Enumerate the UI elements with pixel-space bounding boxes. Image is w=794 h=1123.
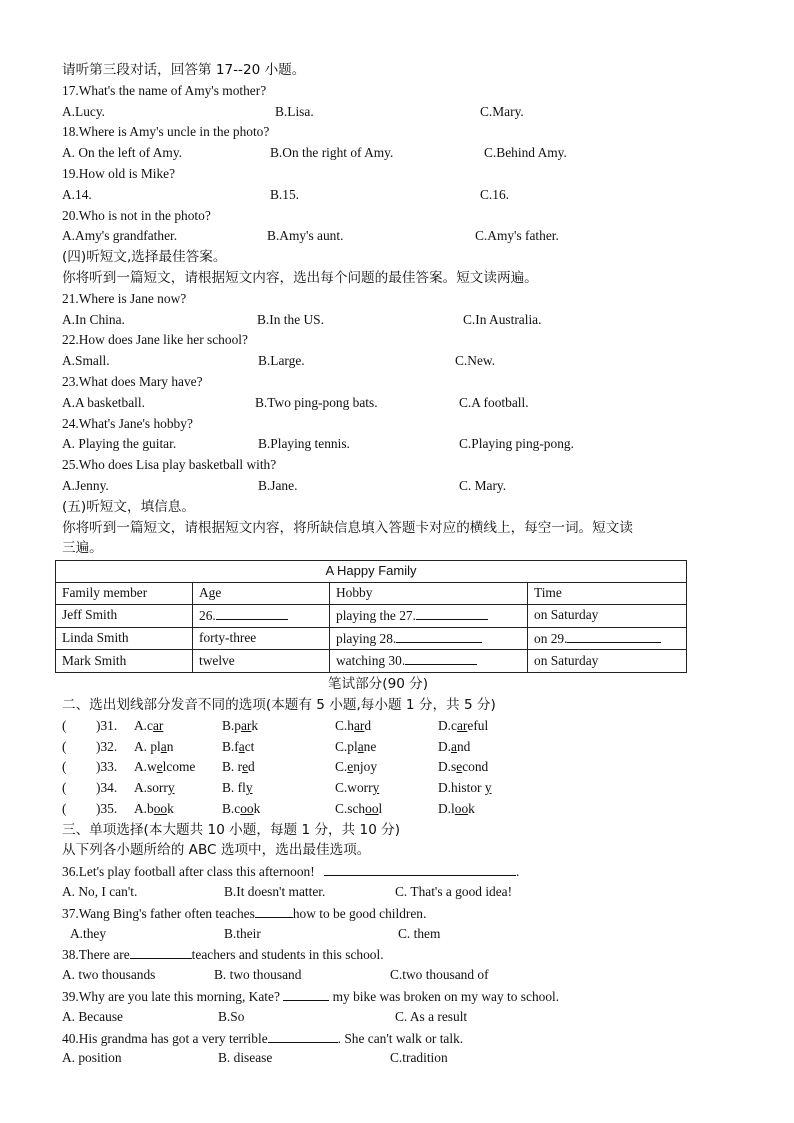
q36-options <box>62 882 742 903</box>
phonics-option: B.park <box>222 717 259 733</box>
q17-options <box>62 102 742 123</box>
phonics-questions <box>62 716 742 820</box>
table-header-row <box>56 582 687 604</box>
q19-options <box>62 185 742 206</box>
q19-option-a: A.14. <box>62 186 92 202</box>
part5-title: (五)听短文，填信息。 <box>62 498 195 515</box>
phonics-option: C.enjoy <box>335 759 378 775</box>
q22-stem: 22.How does Jane like her school? <box>62 332 248 348</box>
phonics-question <box>62 757 742 778</box>
part5-intro-line2: 三遍。 <box>62 540 103 557</box>
phonics-option: D.histor y <box>438 780 492 796</box>
q19-stem: 19.How old is Mike? <box>62 165 176 181</box>
q17-option-b: B.Lisa. <box>275 103 314 119</box>
section3-intro: 请听第三段对话，回答第 17--20 小题。 <box>62 62 306 78</box>
table-cell-age: 26. <box>193 604 330 627</box>
q20-option-b: B.Amy's aunt. <box>267 228 344 244</box>
phonics-question <box>62 716 742 737</box>
phonics-option: A.book <box>134 800 174 816</box>
q22-option-a: A.Small. <box>62 353 110 369</box>
q40-options <box>62 1048 742 1069</box>
q24-option-c: C.Playing ping-pong. <box>459 436 574 452</box>
q37-options <box>62 924 742 945</box>
q21-option-c: C.In Australia. <box>463 311 542 327</box>
q38-options <box>62 965 742 986</box>
q23-option-a: A.A basketball. <box>62 394 145 410</box>
phonics-option: C.school <box>335 800 383 816</box>
table-row <box>56 604 687 627</box>
question-number: )32. <box>96 738 118 754</box>
question-number: )35. <box>96 800 118 816</box>
q24-option-a: A. Playing the guitar. <box>62 436 177 452</box>
answer-blank-27[interactable] <box>416 605 488 620</box>
phonics-option: B.cook <box>222 800 261 816</box>
table-row <box>56 627 687 650</box>
underlined-sound: a <box>160 738 167 754</box>
q40-stem: 40.His grandma has got a very terrible . She can't walk or talk. <box>62 1028 742 1049</box>
underlined-sound: y <box>245 780 253 796</box>
q37-option-c: C. them <box>398 925 441 941</box>
underlined-sound: oo <box>365 800 379 816</box>
table-header-hobby: Hobby <box>330 582 528 604</box>
q38-stem: 38.There are teachers and students in this school. <box>62 944 742 965</box>
phonics-option: B. fly <box>222 780 253 796</box>
underlined-sound: ar <box>456 717 468 733</box>
q22-option-c: C.New. <box>455 353 496 369</box>
underlined-sound: a <box>238 738 245 754</box>
q25-option-c: C. Mary. <box>459 477 507 493</box>
q20-option-c: C.Amy's father. <box>475 228 559 244</box>
q38-option-c: C.two thousand of <box>390 967 489 983</box>
q18-stem: 18.Where is Amy's uncle in the photo? <box>62 124 270 140</box>
q19-option-b: B.15. <box>270 186 300 202</box>
q18-option-a: A. On the left of Amy. <box>62 145 182 161</box>
underlined-sound: a <box>357 738 364 754</box>
answer-blank-40[interactable] <box>268 1028 338 1043</box>
answer-paren[interactable]: ( <box>62 717 67 733</box>
underlined-sound: e <box>456 759 463 775</box>
table-header-member: Family member <box>56 582 193 604</box>
q21-option-a: A.In China. <box>62 311 125 327</box>
answer-blank-29[interactable] <box>567 628 661 643</box>
part4-intro: 你将听到一篇短文，请根据短文内容，选出每个问题的最佳答案。短文读两遍。 <box>62 269 538 286</box>
q25-option-a: A.Jenny. <box>62 477 109 493</box>
q20-option-a: A.Amy's grandfather. <box>62 228 178 244</box>
table-cell-time: on 29. <box>528 627 687 650</box>
phonics-option: B.fact <box>222 738 255 754</box>
phonics-question <box>62 737 742 758</box>
answer-blank-30[interactable] <box>405 650 477 665</box>
q24-option-b: B.Playing tennis. <box>258 436 350 452</box>
q20-stem: 20.Who is not in the photo? <box>62 207 211 223</box>
q40-option-c: C.tradition <box>390 1050 448 1066</box>
underlined-sound: ar <box>240 717 252 733</box>
answer-blank-39[interactable] <box>283 986 329 1001</box>
table-cell-member: Jeff Smith <box>56 604 193 627</box>
written-section-title: 笔试部分(90 分) <box>327 676 429 693</box>
part5-intro-line1: 你将听到一篇短文，请根据短文内容，将所缺信息填入答题卡对应的横线上，每空一词。短文读 <box>62 519 633 536</box>
q37-option-b: B.their <box>224 925 261 941</box>
answer-blank-36[interactable] <box>324 861 516 876</box>
exam-page <box>62 60 742 1069</box>
underlined-sound: oo <box>240 800 254 816</box>
underlined-sound: oo <box>153 800 168 816</box>
underlined-sound: e <box>347 759 354 775</box>
q22-option-b: B.Large. <box>258 353 305 369</box>
part4-title: (四)听短文,选择最佳答案。 <box>62 249 227 266</box>
answer-blank-28[interactable] <box>396 628 482 643</box>
underlined-sound: e <box>156 759 163 775</box>
q36-option-c: C. That's a good idea! <box>395 884 513 900</box>
answer-paren[interactable]: ( <box>62 738 67 754</box>
underlined-sound: y <box>372 780 380 796</box>
answer-blank-37[interactable] <box>255 903 293 918</box>
table-cell-time: on Saturday <box>528 650 687 673</box>
q39-options <box>62 1007 742 1028</box>
phonics-option: D.look <box>438 800 475 816</box>
table-cell-hobby: playing the 27. <box>330 604 528 627</box>
phonics-option: C.hard <box>335 717 372 733</box>
q24-options <box>62 434 742 455</box>
q22-options <box>62 351 742 372</box>
table-header-time: Time <box>528 582 687 604</box>
table-cell-member: Mark Smith <box>56 650 193 673</box>
phonics-option: A.sorry <box>134 780 175 796</box>
q39-option-c: C. As a result <box>395 1008 468 1024</box>
q21-stem: 21.Where is Jane now? <box>62 290 187 306</box>
q39-option-a: A. Because <box>62 1008 123 1024</box>
q25-options <box>62 476 742 497</box>
part3-intro: 从下列各小题所给的 ABC 选项中，选出最佳选项。 <box>62 842 371 859</box>
answer-blank-26[interactable] <box>216 605 288 620</box>
q25-stem: 25.Who does Lisa play basketball with? <box>62 457 277 473</box>
phonics-option: D.second <box>438 759 489 775</box>
table-cell-age: twelve <box>193 650 330 673</box>
underlined-sound: e <box>242 759 249 775</box>
q36-stem: 36.Let's play football after class this afternoon! . <box>62 861 742 882</box>
q36-option-a: A. No, I can't. <box>62 884 138 900</box>
phonics-option: A.welcome <box>134 759 196 775</box>
underlined-sound: y <box>484 780 492 796</box>
phonics-option: A.car <box>134 717 164 733</box>
table-header-age: Age <box>193 582 330 604</box>
answer-paren[interactable]: ( <box>62 759 67 775</box>
q25-option-b: B.Jane. <box>258 477 298 493</box>
phonics-question <box>62 799 742 820</box>
q23-option-b: B.Two ping-pong bats. <box>255 394 378 410</box>
q17-stem: 17.What's the name of Amy's mother? <box>62 82 267 98</box>
phonics-option: A. plan <box>134 738 174 754</box>
phonics-option: D.careful <box>438 717 489 733</box>
table-cell-hobby: watching 30. <box>330 650 528 673</box>
q39-stem: 39.Why are you late this morning, Kate? my bike was broken on my way to school. <box>62 986 742 1007</box>
question-number: )34. <box>96 780 118 796</box>
underlined-sound: a <box>451 738 457 754</box>
q23-option-c: C.A football. <box>459 394 529 410</box>
underlined-sound: oo <box>454 800 469 816</box>
phonics-question <box>62 778 742 799</box>
answer-blank-38[interactable] <box>130 944 192 959</box>
phonics-option: D.and <box>438 738 471 754</box>
table-cell-time: on Saturday <box>528 604 687 627</box>
q20-options <box>62 226 742 247</box>
answer-paren[interactable]: ( <box>62 780 67 796</box>
q23-options <box>62 393 742 414</box>
table-cell-age: forty-three <box>193 627 330 650</box>
part3-title: 三、单项选择(本大题共 10 小题，每题 1 分，共 10 分) <box>62 821 401 838</box>
q24-stem: 24.What's Jane's hobby? <box>62 415 193 431</box>
underlined-sound: ar <box>152 717 164 733</box>
q38-option-b: B. two thousand <box>214 967 302 983</box>
q18-option-b: B.On the right of Amy. <box>270 145 394 161</box>
q21-option-b: B.In the US. <box>257 311 324 327</box>
table-title: A Happy Family <box>56 561 687 583</box>
q40-option-a: A. position <box>62 1050 122 1066</box>
q21-options <box>62 310 742 331</box>
question-number: )33. <box>96 759 118 775</box>
table-cell-hobby: playing 28. <box>330 627 528 650</box>
phonics-option: B. red <box>222 759 255 775</box>
q17-option-a: A.Lucy. <box>62 103 106 119</box>
q18-options <box>62 143 742 164</box>
answer-paren[interactable]: ( <box>62 800 67 816</box>
table-cell-member: Linda Smith <box>56 627 193 650</box>
part2-title: 二、选出划线部分发音不同的选项(本题有 5 小题,每小题 1 分，共 5 分) <box>62 696 496 713</box>
q40-option-b: B. disease <box>218 1050 273 1066</box>
question-number: )31. <box>96 717 118 733</box>
underlined-sound: ar <box>353 717 365 733</box>
q38-option-a: A. two thousands <box>62 967 156 983</box>
table-row <box>56 650 687 673</box>
phonics-option: C.plane <box>335 738 377 754</box>
q37-stem: 37.Wang Bing's father often teaches how to be good children. <box>62 903 742 924</box>
underlined-sound: y <box>167 780 175 796</box>
q23-stem: 23.What does Mary have? <box>62 373 203 389</box>
q39-option-b: B.So <box>218 1008 245 1024</box>
q37-option-a: A.they <box>70 925 107 941</box>
family-table <box>55 560 687 673</box>
phonics-option: C.worry <box>335 780 380 796</box>
q19-option-c: C.16. <box>480 186 510 202</box>
q36-option-b: B.It doesn't matter. <box>224 884 326 900</box>
q17-option-c: C.Mary. <box>480 103 524 119</box>
q18-option-c: C.Behind Amy. <box>484 145 567 161</box>
